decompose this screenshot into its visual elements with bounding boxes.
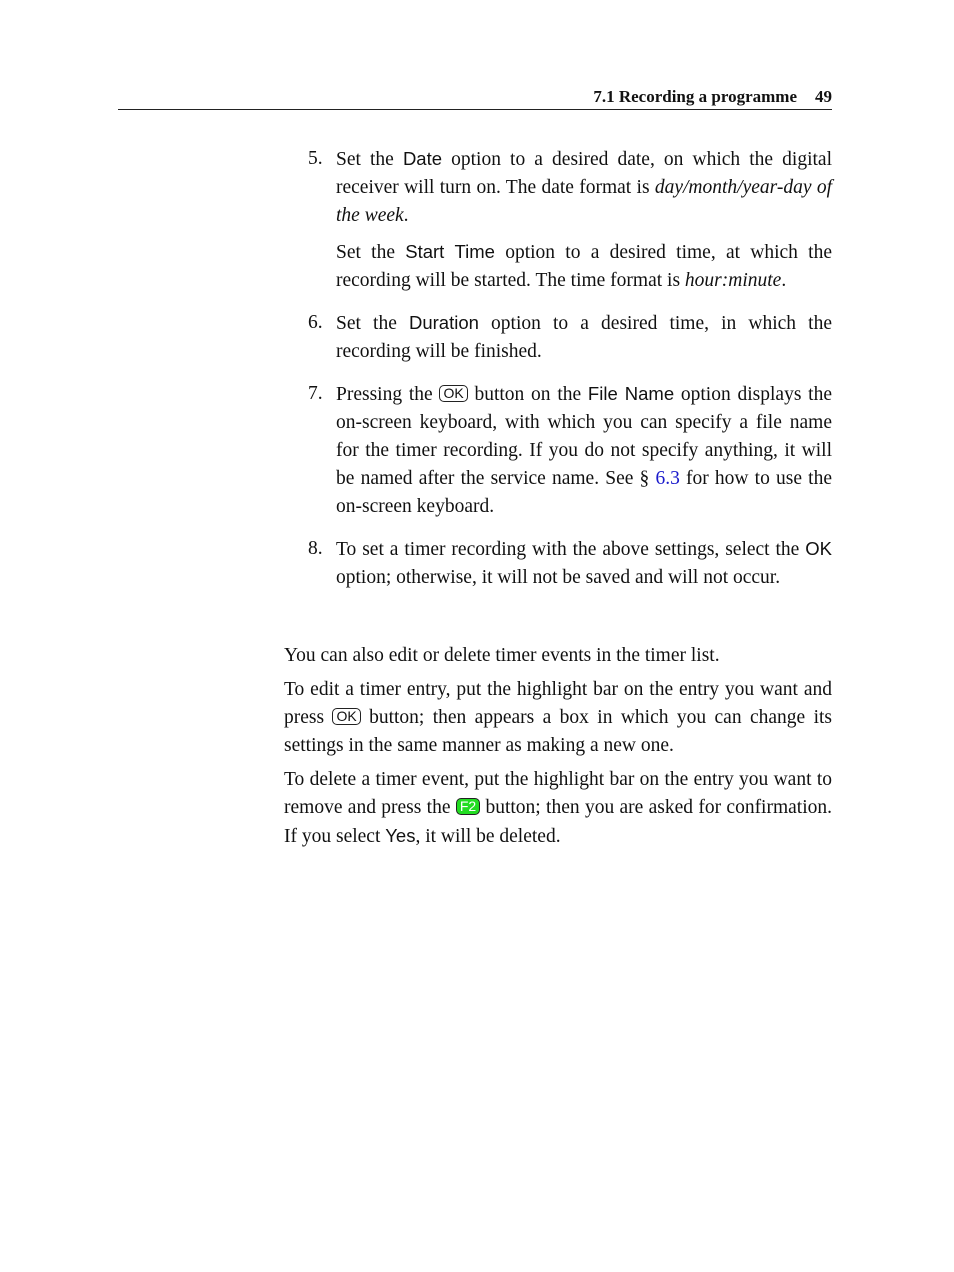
- ui-option-date: Date: [402, 148, 443, 169]
- ok-key-icon: OK: [332, 708, 360, 725]
- step-number: 5.: [308, 148, 323, 169]
- paragraph-edit-entry: [284, 676, 832, 760]
- text-run: option displays the on-screen keyboard, with which you can specify a file name for the timer recording. If you do not specify anything, it will be named after the service name. See §: [336, 384, 832, 489]
- f2-key-icon: F2: [456, 798, 480, 815]
- section-link-6-3[interactable]: 6.3: [655, 468, 680, 489]
- text-run: for how to use the on-screen keyboard.: [336, 468, 832, 517]
- text-run: , it will be deleted.: [415, 826, 561, 847]
- step-5-paragraph-date: [336, 145, 832, 230]
- section-title: 7.1 Recording a programme: [593, 87, 797, 106]
- list-item-step-7: [300, 380, 832, 521]
- text-run: .: [781, 270, 787, 291]
- body-text: [284, 642, 832, 857]
- text-run: option to a desired date, on which the digital receiver will turn on. The date format is: [336, 149, 832, 198]
- text-run: option; otherwise, it will not be saved and will not occur.: [336, 567, 781, 588]
- text-run: To delete a timer event, put the highlight bar on the entry you want to remove and press the: [284, 769, 832, 818]
- running-header: [118, 86, 832, 110]
- text-run: .: [403, 205, 409, 226]
- step-number: 8.: [308, 538, 323, 559]
- ui-option-ok: OK: [805, 538, 832, 559]
- ui-option-duration: Duration: [408, 312, 479, 333]
- text-run: To edit a timer entry, put the highlight bar on the entry you want and press: [284, 679, 832, 728]
- text-run: Set the: [336, 313, 409, 334]
- ui-option-start-time: Start Time: [405, 241, 495, 262]
- step-6-paragraph: [336, 309, 832, 366]
- step-8-paragraph: [336, 535, 832, 592]
- list-item-step-8: [300, 535, 832, 592]
- text-run: option to a desired time, at which the recording will be started. The time format is: [336, 242, 832, 291]
- list-item-step-6: [300, 309, 832, 366]
- steps-list: [300, 145, 832, 606]
- text-run: button; then you are asked for confirmation. If you select: [284, 797, 833, 847]
- text-run: button; then appears a box in which you can change its settings in the same manner as making a new one.: [284, 707, 832, 756]
- ui-option-file-name: File Name: [587, 383, 675, 404]
- step-5-paragraph-start-time: [336, 238, 832, 295]
- step-7-paragraph: [336, 380, 832, 521]
- text-run: To set a timer recording with the above settings, select the: [336, 539, 806, 560]
- step-number: 7.: [308, 383, 323, 404]
- text-run: Set the: [336, 242, 406, 263]
- date-format: day/month/year-day of the week: [336, 177, 832, 226]
- time-format: hour:minute: [684, 270, 782, 291]
- list-item-step-5: [300, 145, 832, 295]
- step-number: 6.: [308, 312, 323, 333]
- ok-key-icon: OK: [439, 385, 467, 402]
- ui-option-yes: Yes: [385, 825, 416, 846]
- paragraph-delete-entry: [284, 766, 832, 851]
- text-run: option to a desired time, in which the recording will be finished.: [336, 313, 832, 362]
- text-run: button on the: [467, 384, 588, 405]
- text-run: Pressing the: [336, 384, 440, 405]
- text-run: Set the: [336, 149, 403, 170]
- page-number: 49: [815, 87, 832, 106]
- paragraph-edit-delete-intro: You can also edit or delete timer events in the timer list.: [284, 645, 720, 666]
